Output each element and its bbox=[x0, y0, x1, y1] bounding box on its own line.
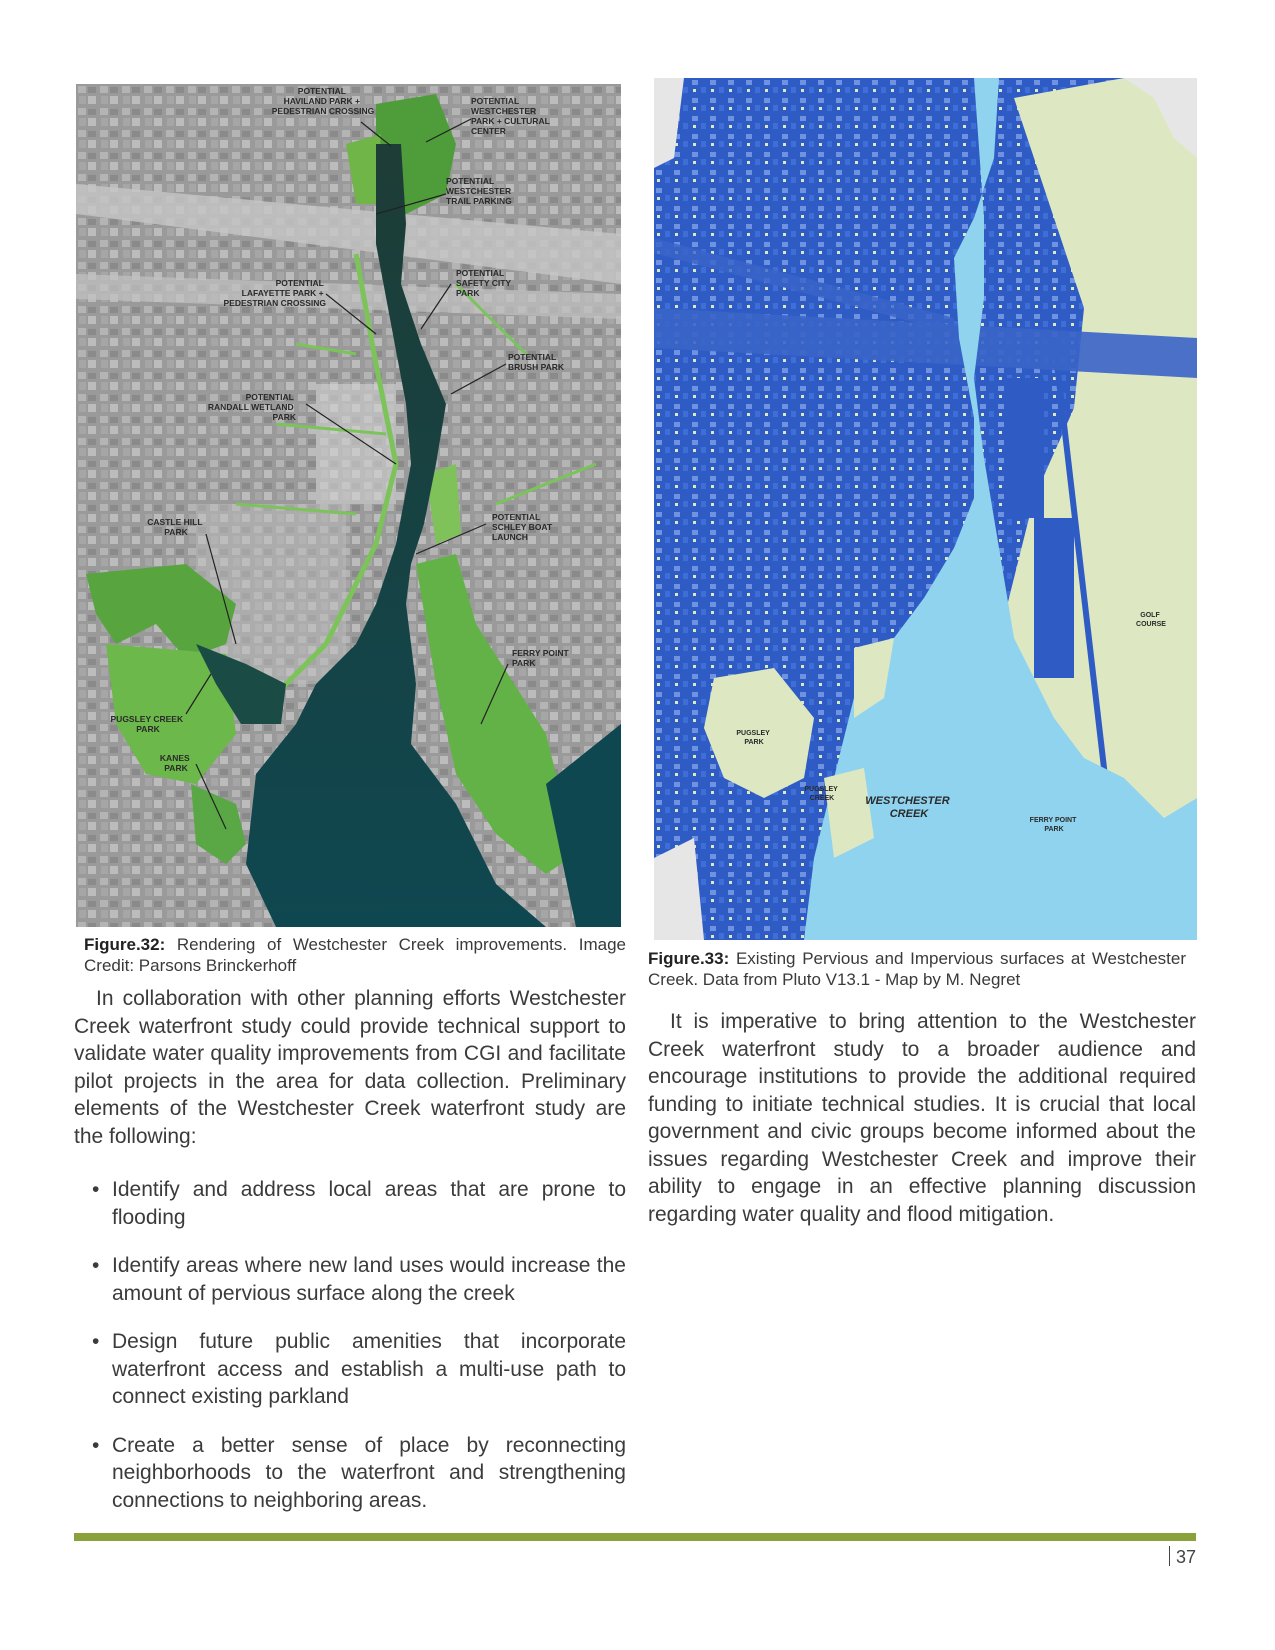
label-ferry-point: FERRY POINT PARK bbox=[512, 648, 569, 668]
list-item-text: Create a better sense of place by reconnecting neighborhoods to the waterfront and strengthening connections to neighboring areas. bbox=[112, 1433, 626, 1512]
list-item-text: Design future public amenities that incorporate waterfront access and establish a multi-use path to connect existing parkland bbox=[112, 1330, 626, 1408]
list-item bbox=[84, 1176, 626, 1231]
label-safety-city: POTENTIAL SAFETY CITY PARK bbox=[456, 268, 511, 298]
list-item bbox=[84, 1252, 626, 1307]
figure-32-rendering bbox=[76, 84, 621, 927]
figure-32-label: Figure.32: bbox=[84, 935, 166, 954]
bullet-marker: • bbox=[92, 1178, 100, 1201]
label-trail-parking: POTENTIAL WESTCHESTER TRAIL PARKING bbox=[446, 176, 512, 206]
label-haviland: POTENTIAL HAVILAND PARK + PEDESTRIAN CROSSING bbox=[271, 86, 375, 116]
figure-32-svg bbox=[76, 84, 621, 927]
right-paragraph: It is imperative to bring attention to the Westchester Creek waterfront study to a broader audience and encourage institutions to provide the additional required funding to initiate technical studies. It is crucial that local government and civic groups become informed about the issues regarding Westchester Creek and improve their ability to engage in an effective planning discussion regarding water quality and flood mitigation. bbox=[648, 1010, 1196, 1226]
bullet-marker: • bbox=[92, 1254, 100, 1277]
label-schley: POTENTIAL SCHLEY BOAT LAUNCH bbox=[492, 512, 553, 542]
list-item bbox=[84, 1432, 626, 1515]
figure-33-caption bbox=[648, 948, 1186, 990]
figure-33-caption-text: Existing Pervious and Impervious surfaces at Westchester Creek. Data from Pluto V13.1 - Map by M. Negret bbox=[648, 949, 1186, 989]
figure-32-caption-text: Rendering of Westchester Creek improvements. Image Credit: Parsons Brinckerhoff bbox=[84, 935, 626, 975]
label-golf-course: GOLF COURSE bbox=[1136, 612, 1166, 628]
figure-33-label: Figure.33: bbox=[648, 949, 730, 968]
figure-33-map bbox=[654, 78, 1197, 940]
page-number: 37 bbox=[1175, 1547, 1196, 1567]
bullet-marker: • bbox=[92, 1433, 100, 1457]
list-item-text: Identify and address local areas that are prone to flooding bbox=[112, 1178, 626, 1229]
label-castle-hill: CASTLE HILL PARK bbox=[147, 517, 203, 537]
bullet-marker: • bbox=[92, 1330, 100, 1353]
label-pugsley-creek: PUGSLEY CREEK bbox=[804, 786, 838, 802]
figure-33-svg bbox=[654, 78, 1197, 940]
figure-32-caption bbox=[84, 934, 626, 976]
label-lafayette: POTENTIAL LAFAYETTE PARK + PEDESTRIAN CROSSING bbox=[223, 278, 326, 308]
label-pugsley-creek-park: PUGSLEY CREEK PARK bbox=[110, 714, 184, 734]
left-paragraph: In collaboration with other planning efforts Westchester Creek waterfront study could provide technical support to validate water quality improvements from CGI and facilitate pilot projects in the area for data collection. Preliminary elements of the Westchester Creek waterfront study are the following: bbox=[74, 987, 626, 1148]
label-randall: POTENTIAL RANDALL WETLAND PARK bbox=[207, 392, 296, 422]
label-kanes: KANES PARK bbox=[159, 753, 190, 773]
label-ferry-point-33: FERRY POINT PARK bbox=[1029, 817, 1077, 833]
label-westchester-creek: WESTCHESTER CREEK bbox=[865, 795, 950, 820]
label-brush-park: POTENTIAL BRUSH PARK bbox=[508, 352, 565, 372]
list-item-text: Identify areas where new land uses would increase the amount of pervious surface along the creek bbox=[112, 1254, 626, 1305]
page-number-divider bbox=[1169, 1546, 1170, 1566]
footer-rule bbox=[74, 1533, 1196, 1541]
label-pugsley-park: PUGSLEY PARK bbox=[736, 730, 770, 746]
label-westchester-park: POTENTIAL WESTCHESTER PARK + CULTURAL CENTER bbox=[471, 96, 550, 136]
bullet-list bbox=[84, 1176, 626, 1535]
page-number-block bbox=[1169, 1546, 1196, 1568]
list-item bbox=[84, 1328, 626, 1411]
